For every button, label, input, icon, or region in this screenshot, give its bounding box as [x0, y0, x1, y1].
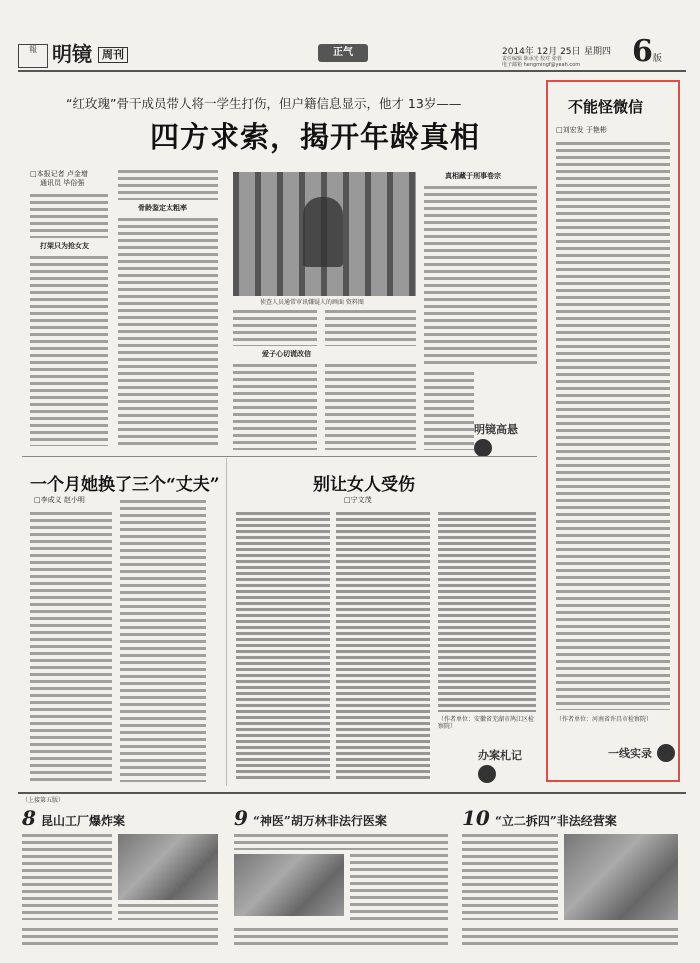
- lead-byline-reporter: □本报记者 卢金增: [30, 170, 88, 178]
- story2-col1-text: [30, 512, 112, 782]
- lead-byline-correspondent: 通讯员 毕俗强: [40, 179, 85, 187]
- sidebar-byline: □刘宏发 于艳彬: [556, 126, 607, 134]
- issue-weekday: 星期四: [584, 47, 612, 57]
- story3-stamp-label: 办案札记: [478, 749, 522, 762]
- bottom-item-text: [22, 834, 112, 920]
- newspaper-logo: 報: [18, 44, 48, 68]
- bottom-item-text: [462, 834, 558, 920]
- story3-col2-text: [336, 512, 430, 782]
- lead-headline: 四方求索，揭开年龄真相: [150, 120, 481, 154]
- lead-subhead-3: 真相藏于刑事卷宗: [445, 172, 501, 180]
- lead-col3a-text: [233, 310, 317, 346]
- lead-col4-text: [424, 186, 537, 366]
- masthead-logo-suffix: 周刊: [98, 47, 128, 63]
- masthead: [18, 34, 686, 69]
- lead-bottom-rule: [22, 456, 537, 457]
- story3-footer: （作者单位：安徽省芜湖市鸠江区检察院）: [438, 716, 535, 730]
- lead-col1-text-a: [30, 194, 108, 238]
- bottom-source: （上接第五版）: [22, 797, 65, 804]
- lead-col1-text-b: [30, 256, 108, 446]
- issue-date: 2014年 12月 25日: [502, 47, 581, 57]
- lead-subhead-1: 打架只为抢女友: [40, 242, 89, 250]
- lead-kicker: “红玫瑰”骨干成员带人将一学生打伤，但户籍信息显示，他才 13岁——: [66, 96, 462, 111]
- lead-col2-text-b: [118, 218, 218, 446]
- lead-col3d-text: [325, 364, 416, 450]
- email-line: 电子邮箱 hengmingf@yeah.com: [502, 62, 581, 68]
- lead-col3b-text: [325, 310, 416, 346]
- lead-stamp-label: 明镜高悬: [474, 423, 518, 436]
- bottom-item-comment: [22, 928, 218, 948]
- bottom-item-title-row: [462, 806, 684, 830]
- story-divider: [226, 458, 227, 786]
- sidebar-frame: [546, 80, 680, 782]
- lead-stamp: [474, 418, 536, 446]
- stamp-circle-icon: [657, 744, 675, 762]
- bottom-item-number: 9: [234, 806, 248, 830]
- bottom-item-title-row: [234, 806, 454, 830]
- story3-stamp: [478, 744, 540, 772]
- bottom-item-photo: [564, 834, 678, 920]
- lead-photo: [233, 172, 416, 296]
- lead-subhead-2: 骨龄鉴定太粗率: [138, 204, 187, 212]
- bottom-item-title-row: [22, 806, 222, 830]
- bottom-item-number: 8: [22, 806, 36, 830]
- section-tag: [318, 44, 368, 62]
- stamp-circle-icon: [474, 439, 492, 457]
- bottom-item-comment: [462, 928, 678, 948]
- bottom-item-number: 10: [462, 806, 490, 830]
- story3-col1-text: [236, 512, 330, 782]
- sidebar-headline: 不能怪微信: [568, 98, 644, 116]
- story3-byline: □宁文茂: [344, 496, 372, 504]
- story2-byline: □李成义 赵小明: [34, 496, 85, 504]
- lead-byline-block: [30, 170, 105, 188]
- sidebar-stamp-label: 一线实录: [608, 747, 652, 760]
- bottom-item-8: [22, 806, 222, 956]
- page-number-digit: 6: [632, 34, 653, 69]
- bottom-item-photo: [118, 834, 218, 900]
- masthead-logo-text: 明镜: [52, 42, 92, 66]
- sidebar-stamp: [608, 742, 678, 770]
- lead-col3c-text: [233, 364, 317, 450]
- story2-headline: 一个月她换了三个“丈夫”: [30, 475, 220, 495]
- lead-col5-text: [424, 372, 474, 450]
- lead-photo-caption: 侦查人员通常审讯嫌疑人的画面 资料图: [260, 299, 364, 306]
- bottom-item-9: [234, 806, 454, 956]
- masthead-rule: [18, 70, 686, 72]
- bottom-item-comment: [234, 928, 448, 948]
- story3-col3-text: [438, 512, 536, 712]
- lead-col2-text-a: [118, 170, 218, 200]
- story3-headline: 别让女人受伤: [313, 475, 415, 495]
- bottom-item-title: 昆山工厂爆炸案: [41, 814, 126, 828]
- bottom-item-photo: [234, 854, 344, 916]
- bottom-item-text: [350, 854, 448, 920]
- lead-photo-figure: [303, 197, 343, 267]
- bottom-rule: [18, 792, 686, 794]
- page-number-suffix: 版: [652, 54, 662, 64]
- bottom-item-10: [462, 806, 684, 956]
- bottom-item-title: “神医”胡万林非法行医案: [253, 814, 387, 828]
- editor-line: 责任编辑 陈承光 校对 张蓉: [502, 56, 562, 62]
- sidebar-text: [556, 142, 670, 710]
- stamp-circle-icon: [478, 765, 496, 783]
- bottom-item-title: “立二拆四”非法经营案: [494, 814, 617, 828]
- sidebar-footer: （作者单位：河南省许昌市检察院）: [556, 716, 653, 723]
- bottom-item-text: [118, 904, 218, 920]
- section-tag-label: 正气: [333, 47, 353, 58]
- lead-subhead-4: 爱子心切谎改信: [262, 350, 311, 358]
- story2-col2-text: [120, 500, 206, 782]
- bottom-item-text: [234, 834, 448, 850]
